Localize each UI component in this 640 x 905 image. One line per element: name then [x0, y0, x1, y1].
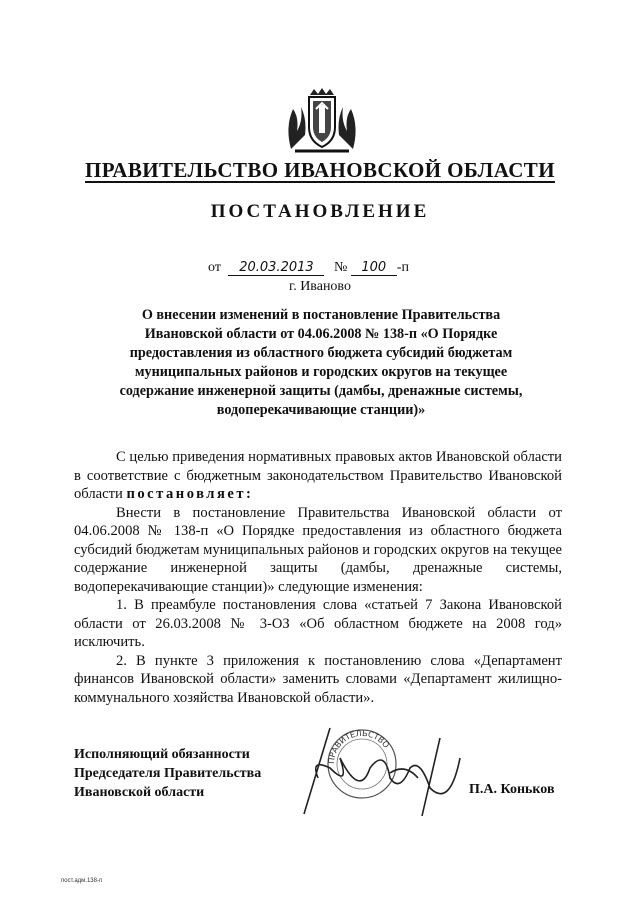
paragraph-2: 1. В преамбуле постановления слова «статьей 7 Закона Ивановской области от 26.03.2008 № 3-ОЗ «Об областном бюджете на 2008 год» исключить.	[74, 597, 562, 650]
document-type: ПОСТАНОВЛЕНИЕ	[210, 201, 430, 222]
document-body	[74, 448, 562, 707]
footer-code: пост.адм.138-п	[61, 878, 103, 884]
coat-of-arms-icon	[283, 87, 361, 155]
paragraph-1: Внести в постановление Правительства Ивановской области от 04.06.2008 № 138-п «О Порядке предоставления из областного бюджета субсидий бюджетам муниципальных районов и городских округов на текущее содержание инженерной защиты (дамбы, дренажные системы, водоперекачивающие станции)» следующие изменения:	[74, 504, 563, 595]
signatory-line-3: Ивановской области	[74, 785, 205, 800]
signatory-title	[74, 745, 261, 802]
number-value: 100	[351, 260, 397, 276]
date-number-line	[208, 260, 409, 276]
city: г. Иваново	[289, 279, 351, 294]
signatory-line-2: Председателя Правительства	[74, 766, 262, 781]
intro-paragraph: С целью приведения нормативных правовых актов Ивановской области в соответствие с бюджетным законодательством Правительство Ивановской области постановляет:	[74, 449, 562, 502]
number-prefix: №	[333, 260, 348, 275]
svg-text:ПРАВИТЕЛЬСТВО	[327, 729, 391, 764]
date-prefix: от	[208, 260, 221, 275]
stamp-text: ПРАВИТЕЛЬСТВО	[326, 728, 391, 765]
signatory-name: П.А. Коньков	[469, 782, 555, 797]
government-title: ПРАВИТЕЛЬСТВО ИВАНОВСКОЙ ОБЛАСТИ	[85, 158, 555, 182]
paragraph-3: 2. В пункте 3 приложения к постановлению слова «Департамент финансов Ивановской области» заменить словами «Департамент жилищно-коммунального хозяйства Ивановской области».	[74, 652, 562, 706]
date-value: 20.03.2013	[228, 260, 324, 276]
resolves-word: постановляет:	[126, 486, 254, 502]
signature-and-stamp	[290, 718, 490, 818]
number-suffix: -п	[396, 260, 409, 275]
signatory-line-1: Исполняющий обязанности	[74, 747, 250, 762]
document-subject: О внесении изменений в постановление Правительства Ивановской области от 04.06.2008 № 138-п «О Порядке предоставления из областного бюджета субсидий бюджетам муниципальных районов и городских округов на текущее содержание инженерной защиты (дамбы, дренажные системы, водоперекачивающие станции)»	[119, 307, 523, 418]
